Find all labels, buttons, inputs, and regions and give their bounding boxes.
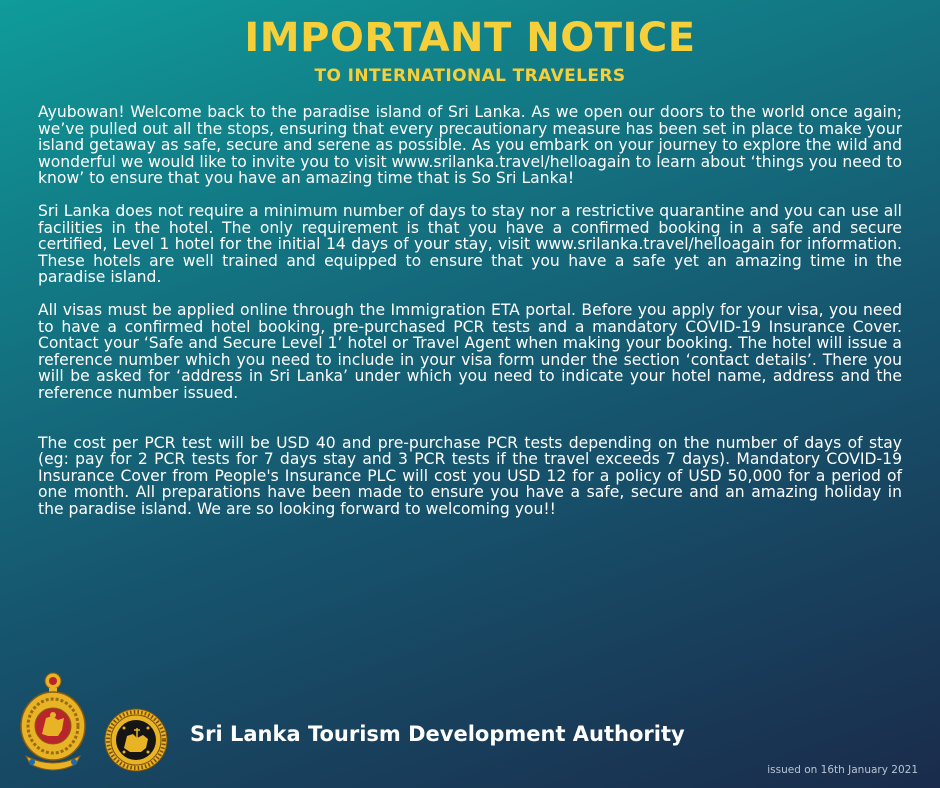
sri-lanka-emblem-icon xyxy=(18,670,88,776)
paragraph-quarantine: Sri Lanka does not require a minimum number of days to stay nor a restrictive quarantine and you can use all facilities in the hotel. The only requirement is that you have a confirmed booking in a safe and secure certified, Level 1 hotel for the initial 14 days of your stay, visit www.srilanka.travel/helloagain for information. These hotels are well trained and equipped to ensure that you have a safe yet an amazing time in the paradise island. xyxy=(38,201,902,287)
paragraph-visa: All visas must be applied online through the Immigration ETA portal. Before you apply for your visa, you need to have a confirmed hotel booking, pre-purchased PCR tests and a mandatory COVID-19 Insurance Cover. Contact your ‘Safe and Secure Level 1’ hotel or Travel Agent when making your booking. The hotel will issue a reference number which you need to include in your visa form under the section ‘contact details’. There you will be asked for ‘address in Sri Lanka’ under which you need to indicate your hotel name, address and the reference number issued. xyxy=(38,300,902,402)
notice-subtitle: TO INTERNATIONAL TRAVELERS xyxy=(314,66,626,86)
paragraph-welcome: Ayubowan! Welcome back to the paradise island of Sri Lanka. As we open our doors to the world once again; we’ve pulled out all the stops, ensuring that every precautionary measure has been set in place to make your island getaway as safe, secure and serene as possible. As you embark on your journey to explore the wild and wonderful we would like to invite you to visit www.srilanka.travel/helloagain to learn about ‘things you need to know’ to ensure that you have an amazing time that is So Sri Lanka! xyxy=(38,103,902,188)
paragraph-pcr-cost: The cost per PCR test will be USD 40 and pre-purchase PCR tests depending on the number of days of stay (eg: pay for 2 PCR tests for 7 days stay and 3 PCR tests if the travel exceeds 7 days). Mandatory COVID-19 Insurance Cover from People's Insurance PLC will cost you USD 12 for a policy of USD 50,000 for a period of one month. All preparations have been made to ensure you have a safe, secure and an amazing holiday in the paradise island. We are so looking forward to welcoming you!! xyxy=(38,433,902,518)
issued-date: issued on 16th January 2021 xyxy=(767,764,918,776)
notice-body xyxy=(38,104,902,533)
sltda-seal-icon xyxy=(104,708,168,772)
notice-title: IMPORTANT NOTICE xyxy=(244,15,696,61)
organization-name: Sri Lanka Tourism Development Authority xyxy=(190,722,685,746)
